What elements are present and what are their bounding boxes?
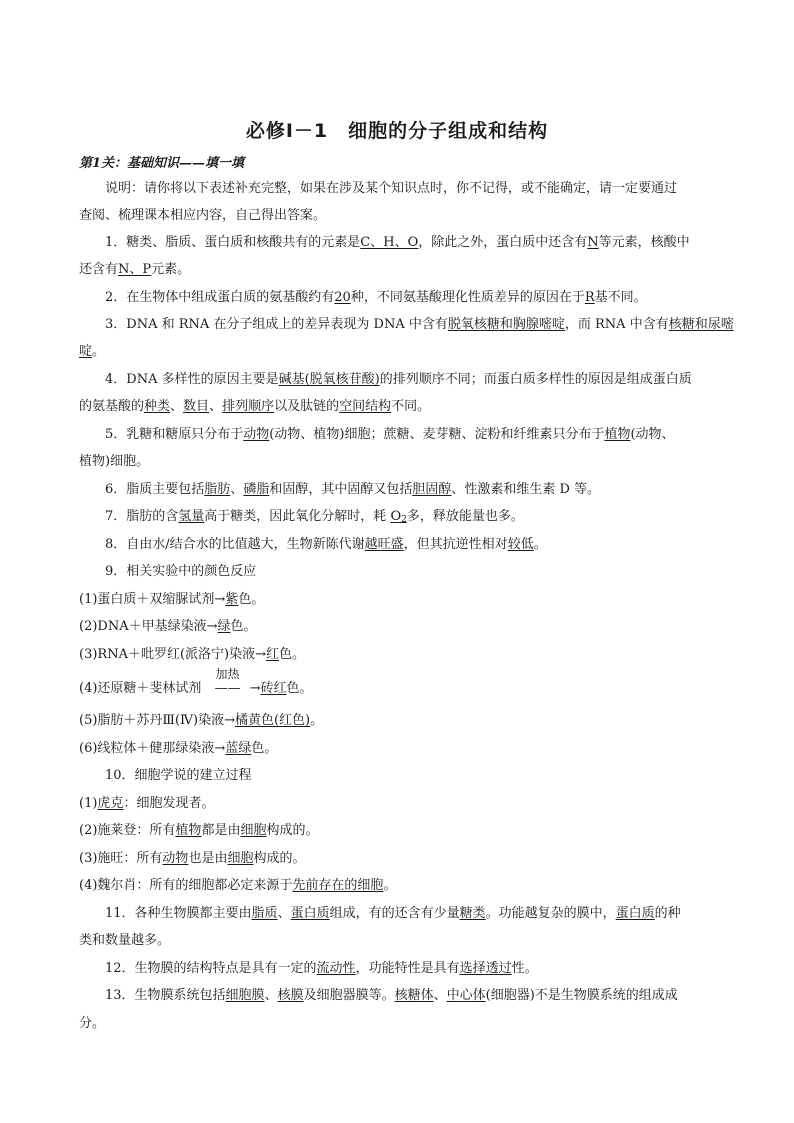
answer-blank: 数目 bbox=[183, 399, 210, 414]
heating-arrow: 加热 —— bbox=[214, 667, 241, 696]
answer-blank: 脱氧核糖和胸腺嘧啶 bbox=[447, 317, 565, 332]
q7-line: 7．脂肪的含氢量高于糖类，因此氧化分解时，耗 $O_2$多，释放能量也多。 bbox=[105, 509, 524, 525]
answer-blank: 较低 bbox=[507, 537, 534, 552]
answer-blank: R bbox=[584, 290, 595, 305]
answer-blank: $O_2$ bbox=[390, 509, 407, 525]
answer-blank: 20 bbox=[334, 290, 351, 305]
q9-item-6: (6)线粒体＋健那绿染液→蓝绿色。 bbox=[79, 741, 278, 756]
q9-item-5: (5)脂肪＋苏丹Ⅲ(Ⅳ)染液→橘黄色(红色)。 bbox=[79, 713, 324, 728]
q1-line-2: 还含有N、P元素。 bbox=[79, 262, 191, 277]
answer-blank: 蓝绿 bbox=[225, 741, 252, 756]
q9-item-4: (4)还原糖＋斐林试剂 加热 —— →砖红色。 bbox=[79, 675, 719, 702]
q5-line-1: 5．乳糖和糖原只分布于动物(动物、植物)细胞；蔗糖、麦芽糖、淀粉和纤维素只分布于植物(动物、 bbox=[105, 427, 675, 442]
q6-line: 6．脂质主要包括脂肪、磷脂和固醇，其中固醇又包括胆固醇、性激素和维生素 D 等。 bbox=[105, 482, 601, 497]
answer-blank: 核糖体 bbox=[394, 988, 434, 1003]
answer-blank: 脂肪 bbox=[204, 482, 231, 497]
answer-blank: 越旺盛 bbox=[364, 537, 404, 552]
q10-item-4: (4)魏尔肖：所有的细胞都必定来源于先前存在的细胞。 bbox=[79, 878, 397, 893]
answer-blank: 动物 bbox=[162, 851, 189, 866]
answer-blank: 核糖和尿嘧 bbox=[668, 317, 734, 332]
answer-blank: 碱基(脱氧核苷酸) bbox=[278, 372, 380, 387]
section-heading: 第1关：基础知识——填一填 bbox=[79, 156, 245, 171]
answer-blank: 细胞 bbox=[240, 823, 267, 838]
answer-blank: 流动性 bbox=[316, 961, 356, 976]
q13-line-1: 13．生物膜系统包括细胞膜、核膜及细胞器膜等。核糖体、中心体(细胞器)不是生物膜系统的组成成 bbox=[105, 988, 678, 1003]
answer-blank: 核膜 bbox=[277, 988, 304, 1003]
answer-blank: 糖类 bbox=[459, 906, 486, 921]
q5-line-2: 植物)细胞。 bbox=[79, 454, 150, 469]
answer-blank: N bbox=[587, 235, 599, 250]
answer-blank: 紫 bbox=[225, 592, 239, 607]
answer-blank: 橘黄色(红色) bbox=[234, 713, 311, 728]
q10-item-2: (2)施莱登：所有植物都是由细胞构成的。 bbox=[79, 823, 319, 838]
answer-blank: 动物 bbox=[243, 427, 270, 442]
answer-blank: 脂质 bbox=[251, 906, 278, 921]
q10-item-1: (1)虎克：细胞发现者。 bbox=[79, 796, 215, 811]
answer-blank: C、H、O bbox=[360, 235, 419, 250]
answer-blank: 虎克 bbox=[97, 796, 124, 811]
answer-blank: 细胞膜 bbox=[225, 988, 265, 1003]
q4-line-1: 4．DNA 多样性的原因主要是碱基(脱氧核苷酸)的排列顺序不同；而蛋白质多样性的原因是组成蛋白质 bbox=[105, 372, 692, 387]
answer-blank: 啶 bbox=[79, 344, 93, 359]
page-title: 必修Ⅰ－1 细胞的分子组成和结构 bbox=[245, 120, 549, 142]
q9-item-3: (3)RNA＋吡罗红(派洛宁)染液→红色。 bbox=[79, 647, 306, 662]
q12-line: 12．生物膜的结构特点是具有一定的流动性，功能特性是具有选择透过性。 bbox=[105, 961, 538, 976]
answer-blank: 红 bbox=[266, 647, 280, 662]
intro-line-2: 查阅、梳理课本相应内容，自己得出答案。 bbox=[79, 208, 327, 223]
answer-blank: 蛋白质 bbox=[615, 906, 655, 921]
q1-line-1: 1．糖类、脂质、蛋白质和核酸共有的元素是C、H、O，除此之外，蛋白质中还含有N等元素，核酸中 bbox=[105, 235, 690, 250]
q13-line-2: 分。 bbox=[79, 1016, 106, 1031]
q11-line-1: 11．各种生物膜都主要由脂质、蛋白质组成，有的还含有少量糖类。功能越复杂的膜中，蛋白质的种 bbox=[105, 906, 681, 921]
answer-blank: 植物 bbox=[604, 427, 631, 442]
q3-line-1: 3．DNA 和 RNA 在分子组成上的差异表现为 DNA 中含有脱氧核糖和胸腺嘧啶，而 RNA 中含有核糖和尿嘧 bbox=[105, 317, 734, 332]
answer-blank: 植物 bbox=[175, 823, 202, 838]
answer-blank: 选择透过 bbox=[459, 961, 512, 976]
answer-blank: 氢量 bbox=[178, 509, 205, 524]
answer-blank: 细胞 bbox=[227, 851, 254, 866]
q10-heading: 10．细胞学说的建立过程 bbox=[105, 768, 252, 783]
q10-item-3: (3)施旺：所有动物也是由细胞构成的。 bbox=[79, 851, 306, 866]
q9-item-2: (2)DNA＋甲基绿染液→绿色。 bbox=[79, 619, 257, 634]
answer-blank: 蛋白质 bbox=[290, 906, 330, 921]
answer-blank: 排列顺序 bbox=[222, 399, 275, 414]
q11-line-2: 类和数量越多。 bbox=[79, 933, 171, 948]
q9-item-1: (1)蛋白质＋双缩脲试剂→紫色。 bbox=[79, 592, 265, 607]
q2-line: 2．在生物体中组成蛋白质的氨基酸约有20种，不同氨基酸理化性质差异的原因在于R基不同。 bbox=[105, 290, 647, 305]
q3-line-2: 啶。 bbox=[79, 344, 106, 359]
q4-line-2: 的氨基酸的种类、数目、排列顺序以及肽链的空间结构不同。 bbox=[79, 399, 431, 414]
answer-blank: 砖红 bbox=[260, 681, 287, 696]
answer-blank: 种类 bbox=[144, 399, 171, 414]
q8-line: 8．自由水/结合水的比值越大，生物新陈代谢越旺盛，但其抗逆性相对较低。 bbox=[105, 537, 547, 552]
answer-blank: 先前存在的细胞 bbox=[292, 878, 384, 893]
answer-blank: 胆固醇 bbox=[412, 482, 452, 497]
answer-blank: 磷脂 bbox=[243, 482, 270, 497]
answer-blank: 绿 bbox=[217, 619, 231, 634]
answer-blank: N、P bbox=[118, 262, 152, 277]
q9-heading: 9．相关实验中的颜色反应 bbox=[105, 564, 257, 579]
answer-blank: 中心体 bbox=[446, 988, 486, 1003]
intro-line-1: 说明：请你将以下表述补充完整，如果在涉及某个知识点时，你不记得，或不能确定，请一定要通过 bbox=[105, 181, 678, 196]
answer-blank: 空间结构 bbox=[339, 399, 392, 414]
